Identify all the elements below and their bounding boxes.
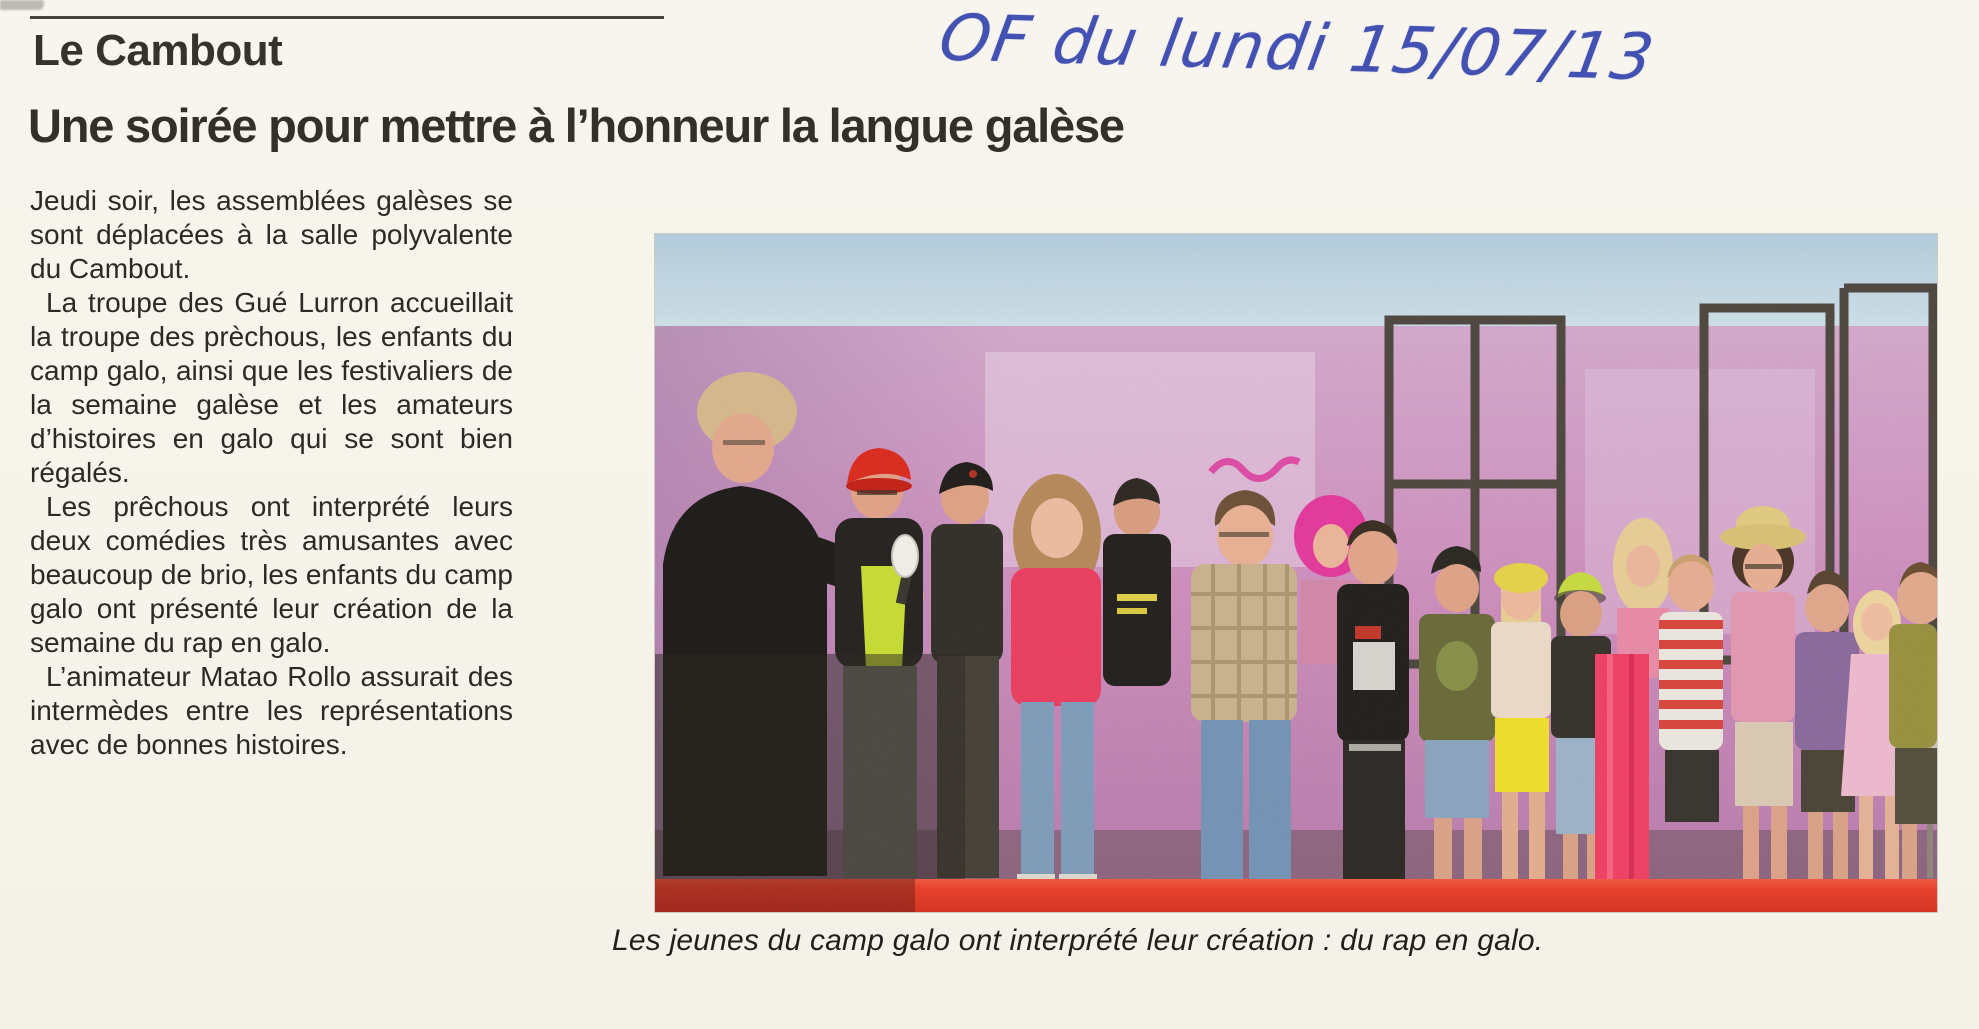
article-paragraph: L’animateur Matao Rollo assurait des intermèdes entre les représentations avec de bonnes histoires. bbox=[30, 661, 513, 760]
handwritten-date-note: OF du lundi 15/07/13 bbox=[933, 1, 1661, 96]
masthead-rule bbox=[30, 16, 664, 19]
article-paragraph: La troupe des Gué Lurron accueillait la troupe des prèchous, les enfants du camp galo, ainsi que les festivaliers de la semaine galèse et les amateurs d’histoires en galo qui se sont bien régalés. bbox=[30, 287, 513, 488]
article-headline: Une soirée pour mettre à l’honneur la langue galèse bbox=[28, 99, 1124, 152]
article-paragraph: Jeudi soir, les assemblées galèses se sont déplacées à la salle polyvalente du Cambout. bbox=[30, 185, 513, 284]
photo-illustration bbox=[655, 234, 1937, 912]
photo-caption: Les jeunes du camp galo ont interprété leur création : du rap en galo. bbox=[612, 924, 1544, 957]
article-photo bbox=[655, 234, 1937, 912]
article-paragraph: Les prêchous ont interprété leurs deux comédies très amusantes avec beaucoup de brio, les enfants du camp galo ont présenté leur création de la semaine du rap en galo. bbox=[30, 491, 513, 658]
article-body bbox=[30, 184, 513, 762]
scan-edge-smudge bbox=[0, 0, 44, 10]
section-title: Le Cambout bbox=[33, 26, 283, 75]
